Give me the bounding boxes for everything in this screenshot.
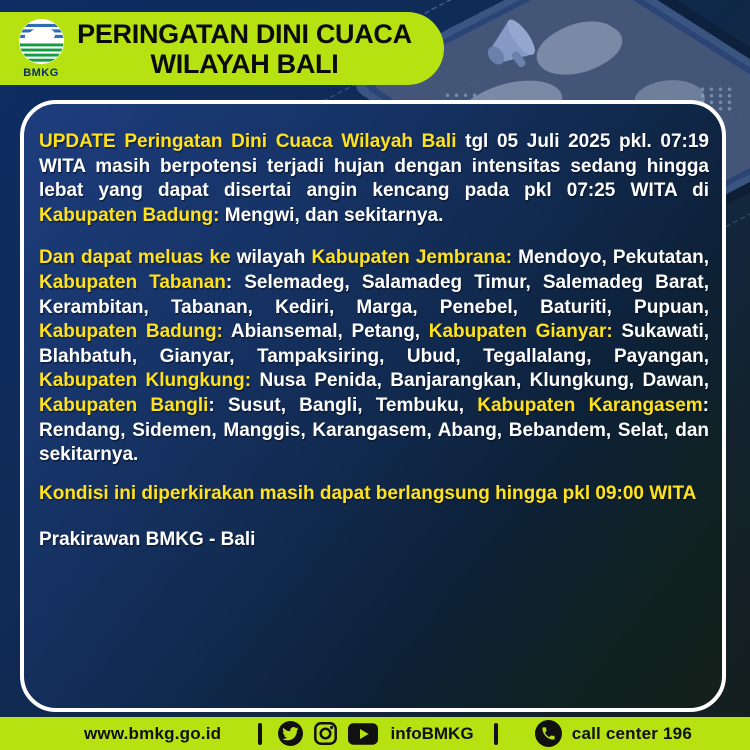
social-media-group (258, 721, 497, 746)
footer-bar (0, 717, 750, 750)
body-text: Mengwi, dan sekitarnya. (219, 204, 444, 226)
highlighted-text: Kabupaten Badung: (39, 321, 223, 343)
body-text: tgl 05 Juli 2025 pkl. 07:19 WITA masih berpotensi terjadi hujan dengan intensitas sedang hingga lebat yang dapat disertai angin kencang pada pkl 07:25 WITA di (39, 131, 709, 202)
body-text: Sukawati, Blahbatuh, Gianyar, Tampaksiring, Ubud, Tegallalang, Payangan, (39, 321, 709, 367)
body-text: : Susut, Bangli, Tembuku, (208, 394, 478, 416)
highlighted-text: Dan dapat meluas ke (39, 247, 231, 269)
separator-bar (494, 723, 498, 745)
poster-title-line1: PERINGATAN DINI CUACA (77, 18, 412, 49)
highlighted-text: Kondisi ini diperkirakan masih dapat berlangsung hingga pkl 09:00 WITA (39, 482, 697, 504)
social-handle-label: infoBMKG (390, 723, 474, 743)
body-text: Nusa Penida, Banjarangkan, Klungkung, Dawan, (251, 370, 709, 392)
warning-card (20, 100, 726, 712)
body-text: : Selemadeg, Salamadeg Timur, Salemadeg Barat, Kerambitan, Tabanan, Kediri, Marga, Penebel, Baturiti, Pupuan, (39, 271, 709, 318)
paragraph-update (39, 130, 709, 228)
bmkg-logo-icon (18, 18, 65, 65)
instagram-icon[interactable] (313, 721, 338, 746)
body-text: Abiansemal, Petang, (222, 321, 429, 343)
paragraph-duration (39, 482, 709, 507)
header-banner (0, 12, 444, 85)
call-center-label: call center 196 (571, 723, 692, 743)
body-text: Prakirawan BMKG - Bali (39, 529, 256, 551)
poster-title-line2: WILAYAH BALI (150, 48, 339, 79)
bmkg-logo (13, 18, 69, 79)
highlighted-text: UPDATE Peringatan Dini Cuaca Wilayah Bali (39, 131, 457, 152)
highlighted-text: Kabupaten Bangli (39, 394, 209, 416)
highlighted-text: Kabupaten Jembrana: (311, 247, 512, 269)
youtube-icon[interactable] (348, 723, 378, 745)
paragraph-signature (39, 528, 709, 553)
website-link[interactable]: www.bmkg.go.id (84, 723, 222, 743)
twitter-icon[interactable] (278, 721, 303, 746)
highlighted-text: Kabupaten Badung: (39, 204, 220, 226)
body-text: : Rendang, Sidemen, Manggis, Karangasem, Abang, Bebandem, Selat, dan sekitarnya. (39, 394, 709, 466)
phone-icon (535, 720, 562, 747)
highlighted-text: Kabupaten Karangasem (477, 394, 703, 416)
body-text: wilayah (230, 247, 312, 269)
separator-bar (258, 723, 262, 745)
body-text: Mendoyo, Pekutatan, (511, 247, 710, 269)
highlighted-text: Kabupaten Klungkung: (39, 370, 252, 392)
call-center-group (535, 720, 692, 747)
paragraph-expansion (39, 246, 709, 467)
bmkg-logo-label: BMKG (23, 67, 59, 79)
poster-title (69, 19, 444, 79)
highlighted-text: Kabupaten Tabanan (39, 271, 226, 293)
highlighted-text: Kabupaten Gianyar: (428, 321, 613, 343)
